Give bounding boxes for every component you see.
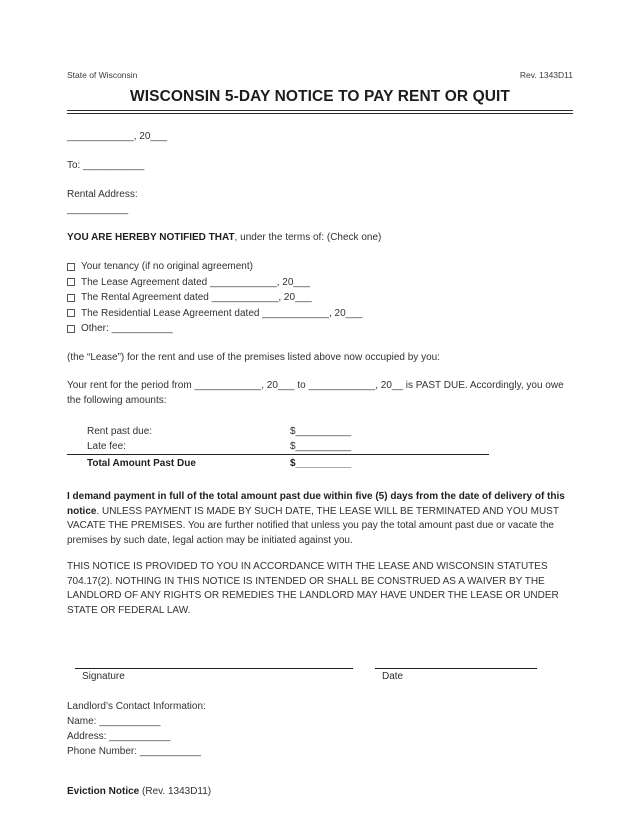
landlord-name-line: Name: ___________ (67, 716, 161, 727)
amount-total-label: Total Amount Past Due (87, 458, 196, 469)
amount-row (67, 439, 489, 454)
amount-label: Late fee: (87, 441, 126, 452)
checkbox[interactable] (67, 278, 75, 286)
check-option-label: The Rental Agreement dated ____________, 20___ (81, 292, 312, 304)
signature-field (75, 668, 353, 682)
amount-value: $__________ (290, 426, 352, 437)
notified-rest: , under the terms of: (Check one) (234, 232, 382, 243)
signature-block (67, 668, 573, 682)
footer-title: Eviction Notice (67, 786, 140, 797)
check-option-row (67, 306, 573, 322)
landlord-phone-line: Phone Number: ___________ (67, 746, 201, 757)
check-option-label: Other: ___________ (81, 323, 173, 335)
date-field (375, 668, 537, 682)
date-label: Date (382, 671, 404, 682)
checkbox[interactable] (67, 325, 75, 333)
check-option-row (67, 275, 573, 291)
revision-label: Rev. 1343D11 (519, 70, 573, 80)
demand-paragraph (67, 490, 573, 548)
checkbox[interactable] (67, 263, 75, 271)
title-divider (67, 110, 573, 114)
check-option-label: The Lease Agreement dated ____________, 20___ (81, 276, 311, 288)
amount-value: $__________ (290, 441, 352, 452)
amount-total-value: $__________ (290, 458, 352, 469)
document-header (67, 70, 573, 80)
check-option-label: Your tenancy (if no original agreement) (81, 261, 253, 273)
footer-revision: (Rev. 1343D11) (139, 786, 212, 797)
notified-bold: YOU ARE HEREBY NOTIFIED THAT (67, 232, 235, 243)
document-footer (67, 786, 573, 797)
check-option-row (67, 290, 573, 306)
rental-address-label: Rental Address: (67, 189, 138, 200)
statute-paragraph: THIS NOTICE IS PROVIDED TO YOU IN ACCORDANCE WITH THE LEASE AND WISCONSIN STATUTES 704.17(2). NOTHING IN THIS NOTICE IS INTENDED OR SHALL BE CONSTRUED AS A WAIVER BY THE LANDLORD OF ANY RIGHTS OR REMEDIES THE LANDLORD MAY HAVE UNDER THE LEASE OR UNDER STATE OR FEDERAL LAW. (67, 561, 559, 616)
amounts-table (67, 424, 489, 471)
check-option-row (67, 321, 573, 337)
state-label: State of Wisconsin (67, 70, 138, 80)
amount-total-row (67, 454, 489, 471)
amount-label: Rent past due: (87, 426, 153, 437)
rental-address-blank: ___________ (67, 204, 129, 215)
to-line: To: ___________ (67, 160, 145, 171)
demand-rest: . UNLESS PAYMENT IS MADE BY SUCH DATE, THE LEASE WILL BE TERMINATED AND YOU MUST VACATE THE PREMISES. You are further notified that unless you pay the total amount past due or vacate the premises by such date, legal action may be initiated against you. (67, 505, 559, 546)
demand-bold: I demand payment in full of the total amount past due within five (5) days from the date of delivery of this notice (67, 491, 565, 517)
landlord-contact-block (67, 699, 573, 759)
notified-line (67, 232, 573, 244)
signature-label: Signature (82, 671, 125, 682)
landlord-address-line: Address: ___________ (67, 731, 171, 742)
check-option-label: The Residential Lease Agreement dated ____________, 20___ (81, 307, 363, 319)
check-option-list (67, 259, 573, 337)
check-option-row (67, 259, 573, 275)
checkbox[interactable] (67, 294, 75, 302)
page-title: WISCONSIN 5-DAY NOTICE TO PAY RENT OR QUIT (130, 88, 510, 105)
lease-clause: (the “Lease”) for the rent and use of the premises listed above now occupied by you: (67, 351, 440, 363)
checkbox[interactable] (67, 309, 75, 317)
landlord-contact-heading: Landlord’s Contact Information: (67, 701, 206, 712)
notice-date-blank-line: ____________, 20___ (67, 131, 168, 142)
rent-period-paragraph: Your rent for the period from ____________, 20___ to ____________, 20__ is PAST DUE. Accordingly, you owe the following amounts: (67, 380, 564, 406)
amount-row (67, 424, 489, 439)
